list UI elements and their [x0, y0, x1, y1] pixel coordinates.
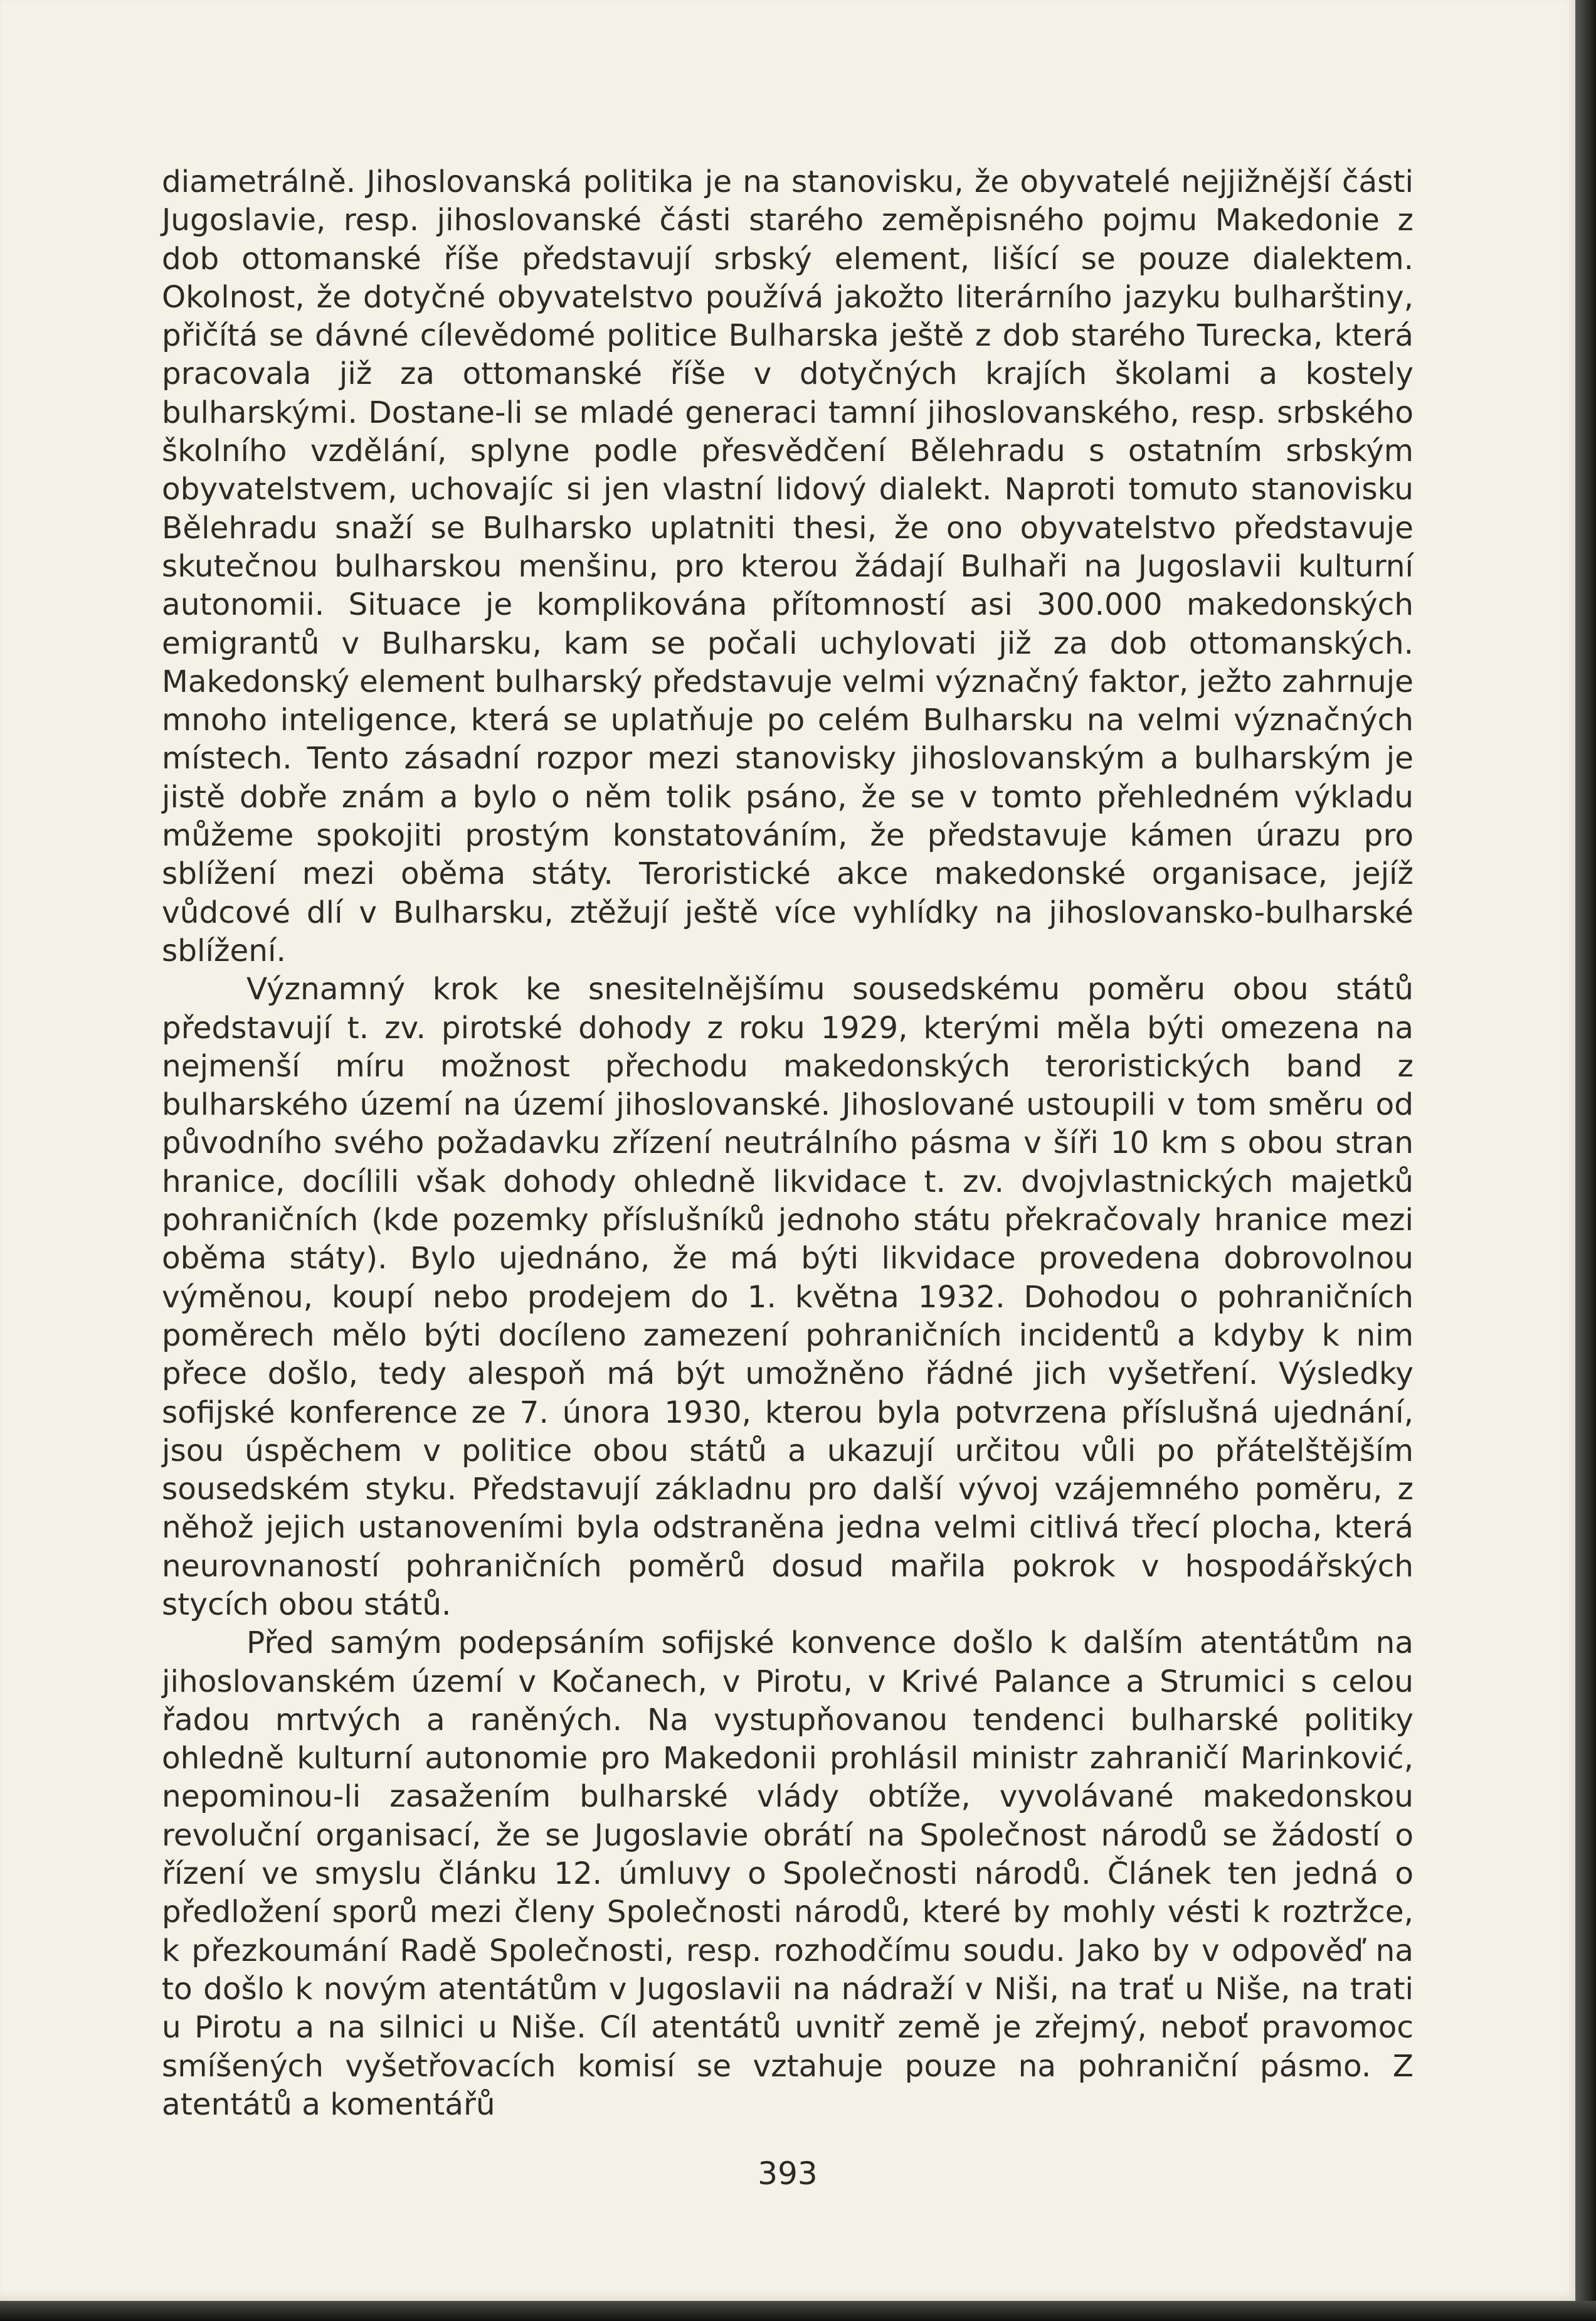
paragraph-3: Před samým podepsáním sofijské konvence došlo k dalším atentátům na jihoslovanském území v Kočanech, v Pirotu, v Krivé Palance a Strumici s celou řadou mrtvých a raněných. Na vystupňovanou tendenci bulharské politiky ohledně kulturní autonomie pro Makedonii prohlásil ministr zahraničí Marinković, nepominou-li zasažením bulharské vlády obtíže, vyvolávané makedonskou revoluční organisací, že se Jugoslavie obrátí na Společnost národů se žádostí o řízení ve smyslu článku 12. úmluvy o Společnosti národů. Článek ten jedná o předložení sporů mezi členy Společnosti národů, které by mohly vésti k roztržce, k přezkoumání Radě Společnosti, resp. rozhodčímu soudu. Jako by v odpověď na to došlo k novým atentátům v Jugoslavii na nádraží v Niši, na trať u Niše, na trati u Pirotu a na silnici u Niše. Cíl atentátů uvnitř země je zřejmý, neboť pravomoc smíšených vyšetřovacích komisí se vztahuje pouze na pohraniční pásmo. Z atentátů a komentářů [162, 1625, 1414, 2122]
body-text [162, 163, 1414, 2124]
paragraph-1: diametrálně. Jihoslovanská politika je na stanovisku, že obyvatelé nejjižnější části Jugoslavie, resp. jihoslovanské části starého zeměpisného pojmu Makedonie z dob ottomanské říše představují srbský element, lišící se pouze dialektem. Okolnost, že dotyčné obyvatelstvo používá jakožto literárního jazyku bulharštiny, přičítá se dávné cílevědomé politice Bulharska ještě z dob starého Turecka, která pracovala již za ottomanské říše v dotyčných krajích školami a kostely bulharskými. Dostane-li se mladé generaci tamní jihoslovanského, resp. srbského školního vzdělání, splyne podle přesvědčení Bělehradu s ostatním srbským obyvatelstvem, uchovajíc si jen vlastní lidový dialekt. Naproti tomuto stanovisku Bělehradu snaží se Bulharsko uplatniti thesi, že ono obyvatelstvo představuje skutečnou bulharskou menšinu, pro kterou žádají Bulhaři na Jugoslavii kulturní autonomii. Situace je komplikována přítomností asi 300.000 makedonských emigrantů v Bulharsku, kam se počali uchylovati již za dob ottomanských. Makedonský element bulharský představuje velmi význačný faktor, ježto zahrnuje mnoho inteligence, která se uplatňuje po celém Bulharsku na velmi význačných místech. Tento zásadní rozpor mezi stanovisky jihoslovanským a bulharským je jistě dobře znám a bylo o něm tolik psáno, že se v tomto přehledném výkladu můžeme spokojiti prostým konstatováním, že představuje kámen úrazu pro sblížení mezi oběma státy. Teroristické akce makedonské organisace, jejíž vůdcové dlí v Bulharsku, ztěžují ještě více vyhlídky na jihoslovansko-bulharské sblížení. [162, 164, 1414, 969]
page-number: 393 [758, 2155, 818, 2192]
scan-edge-bottom [0, 2301, 1596, 2321]
paragraph-2: Významný krok ke snesitelnějšímu sousedskému poměru obou států představují t. zv. pirotské dohody z roku 1929, kterými měla býti omezena na nejmenší míru možnost přechodu makedonských teroristických band z bulharského území na území jihoslovanské. Jihoslované ustoupili v tom směru od původního svého požadavku zřízení neutrálního pásma v šíři 10 km s obou stran hranice, docílili však dohody ohledně likvidace t. zv. dvojvlastnických majetků pohraničních (kde pozemky příslušníků jednoho státu překračovaly hranice mezi oběma státy). Bylo ujednáno, že má býti likvidace provedena dobrovolnou výměnou, koupí nebo prodejem do 1. května 1932. Dohodou o pohraničních poměrech mělo býti docíleno zamezení pohraničních incidentů a kdyby k nim přece došlo, tedy alespoň má být umožněno řádné jich vyšetření. Výsledky sofijské konference ze 7. února 1930, kterou byla potvrzena příslušná ujednání, jsou úspěchem v politice obou států a ukazují určitou vůli po přátelštějším sousedském styku. Představují základnu pro další vývoj vzájemného poměru, z něhož jejich ustanoveními byla odstraněna jedna velmi citlivá třecí plocha, která neurovnaností pohraničních poměrů dosud mařila pokrok v hospodářských stycích obou států. [162, 972, 1414, 1622]
scan-edge-right [1575, 0, 1596, 2321]
